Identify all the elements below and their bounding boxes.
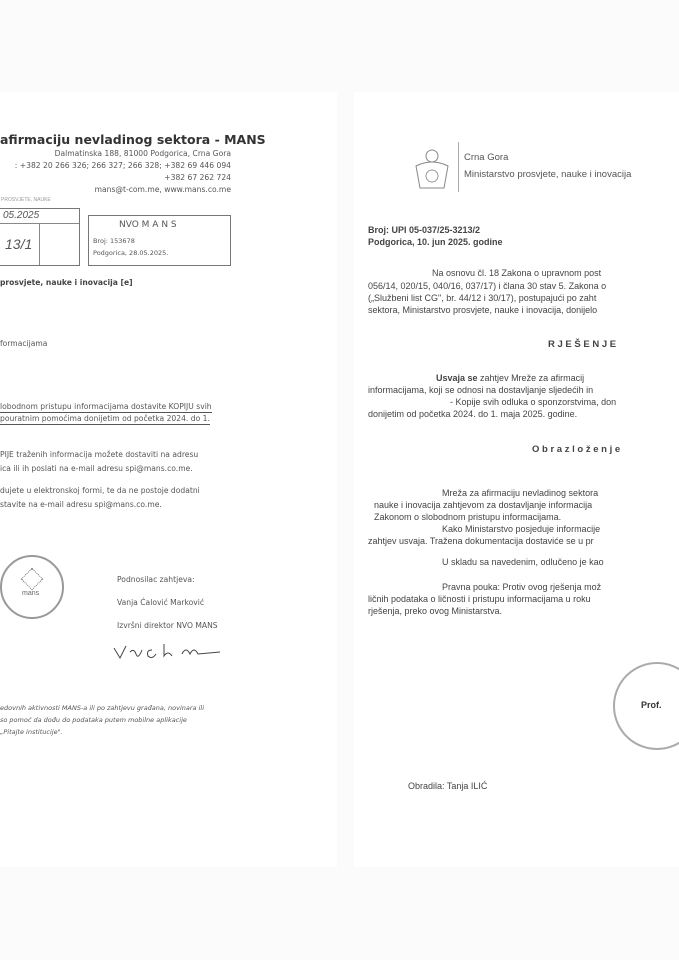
montenegro-coat-of-arms-icon [412, 148, 452, 194]
document-number: Broj: UPI 05-037/25-3213/2 [368, 225, 481, 235]
request-letter-page: afirmaciju nevladinog sektora - MANS Dalmatinska 188, 81000 Podgorica, Crna Gora : +382 20 266 326; 266 327; 266 328; +382 69 446 094 +382 67 262 724 mans@t-com.me, www.mans.co.me PROSVJETE, NAUKE 05.2025 13/1 NVO M A N S Broj: 153678 Podgorica, 28.05.2025. prosvjete, nauke i inovacija [e] formacijama lobodnom pristupu informacijama dostavite KOPIJU svih pouratnim pomoćima donijetim od početka 2024. do 1. PIJE traženih informacija možete dostaviti na adresu ica ili ih poslati na e-mail adresu spi@mans.co.me. dujete u elektronskoj formi, te da ne postoje dodatni stavite na e-mail adresu spi@mans.co.me. mans Podnosilac zahtjeva: Vanja Ćalović Marković Izvršni direktor NVO MANS edovnih aktivnosti MANS-a ili po zahtjevu građana, novinara ili so pomoć da dođu do podataka putem mobilne aplikacije „Pitajte institucije". [0, 92, 337, 867]
mans-seal: mans [0, 555, 64, 619]
decision-title: R J E Š E N J E [548, 339, 617, 350]
org-contact: mans@t-com.me, www.mans.co.me [94, 185, 231, 194]
signer-name: Vanja Ćalović Marković [117, 598, 205, 607]
country: Crna Gora [464, 152, 509, 163]
org-phone2: +382 67 262 724 [164, 173, 231, 182]
org-address: Dalmatinska 188, 81000 Podgorica, Crna Gora [54, 149, 231, 158]
org-title: afirmaciju nevladinog sektora - MANS [0, 132, 266, 147]
received-stamp: PROSVJETE, NAUKE 05.2025 13/1 [0, 208, 80, 266]
decision-page: Crna Gora Ministarstvo prosvjete, nauke i inovacija Broj: UPI 05-037/25-3213/2 Podgorica, 10. jun 2025. godine Na osnovu čl. 18 Zakona o upravnom post 056/14, 020/15, 040/16, 037/17) i člana 30 stav 5. Zakona o („Službeni list CG", br. 44/12 i 30/17), postupajući po zaht sektora, Ministarstvo prosvjete, nauke i inovacija, donijelo R J E Š E N J E Usvaja se zahtjev Mreže za afirmacij informacijama, koji se odnosi na dostavljanje sljedećih in - Kopije svih odluka o sponzorstvima, don donijetim od početka 2024. do 1. maja 2025. godine. O b r a z l o ž e n j e Mreža za afirmaciju nevladinog sektora nauke i inovacija zahtjevom za dostavljanje informacija Zakonom o slobodnom pristupu informacijama. Kako Ministarstvo posjeduje informacije zahtjev usvaja. Tražena dokumentacija dostaviće se u pr U skladu sa navedenim, odlučeno je kao Pravna pouka: Protiv ovog rješenja mož ličnih podataka o ličnosti i pristupu informacijama u roku rješenja, preko ovog Ministarstva. Prof. Obradila: Tanja ILIĆ [354, 92, 679, 867]
signature [112, 640, 224, 662]
ministry-seal: Prof. [613, 662, 679, 750]
document-date: Podgorica, 10. jun 2025. godine [368, 237, 503, 247]
signer-label: Podnosilac zahtjeva: [117, 575, 195, 584]
recipient: prosvjete, nauke i inovacija [e] [0, 278, 133, 287]
subject: formacijama [0, 339, 48, 348]
ministry: Ministarstvo prosvjete, nauke i inovacija [464, 169, 632, 180]
nvo-mans-box: NVO M A N S Broj: 153678 Podgorica, 28.05.2025. [88, 215, 231, 266]
signer-role: Izvršni direktor NVO MANS [117, 621, 218, 630]
org-phones: : +382 20 266 326; 266 327; 266 328; +382 69 446 094 [14, 161, 231, 170]
reasoning-title: O b r a z l o ž e n j e [532, 444, 621, 455]
processed-by: Obradila: Tanja ILIĆ [408, 781, 488, 791]
